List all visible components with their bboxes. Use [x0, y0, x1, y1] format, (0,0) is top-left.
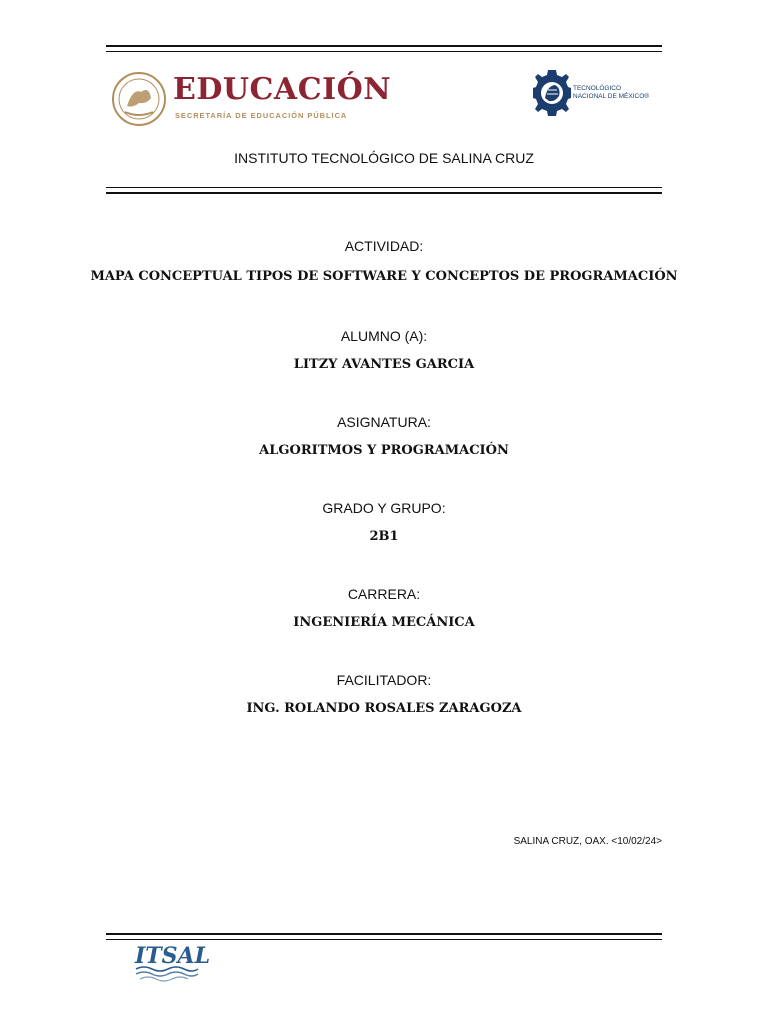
sep-logo-subtitle: SECRETARÍA DE EDUCACIÓN PÚBLICA [175, 111, 348, 120]
tecnm-logo-line2: NACIONAL DE MÉXICO® [573, 93, 650, 100]
field-label-asignatura: ASIGNATURA: [337, 414, 431, 430]
field-value-actividad: MAPA CONCEPTUAL TIPOS DE SOFTWARE Y CONCEPTOS DE PROGRAMACIÓN [90, 269, 678, 284]
sep-logo [111, 70, 392, 130]
top-rule [106, 45, 662, 47]
tecnm-logo-line1: TECNOLÓGICO [573, 85, 622, 92]
field-value-alumno: LITZY AVANTES GARCIA [293, 357, 475, 372]
field-value-asignatura: ALGORITMOS Y PROGRAMACIÓN [259, 443, 509, 458]
field-value-grado-grupo: 2B1 [369, 529, 399, 544]
mexico-seal-icon [111, 70, 167, 128]
tecnm-logo-text [573, 85, 649, 101]
tecnm-gear-icon [533, 68, 571, 120]
itsal-logo-text: ITSAL [135, 943, 211, 969]
field-value-facilitador: ING. ROLANDO ROSALES ZARAGOZA [246, 701, 522, 716]
field-value-carrera: INGENIERÍA MECÁNICA [293, 615, 475, 630]
sep-logo-title: EDUCACIÓN [173, 72, 392, 107]
field-label-alumno: ALUMNO (A): [340, 328, 428, 344]
field-label-grado-grupo: GRADO Y GRUPO: [322, 500, 446, 516]
itsal-logo-graphic [132, 938, 211, 982]
top-rule-thin [106, 51, 662, 52]
field-label-facilitador: FACILITADOR: [336, 672, 432, 688]
field-label-actividad: ACTIVIDAD: [344, 238, 424, 254]
tecnm-logo [533, 68, 658, 122]
institution-name: INSTITUTO TECNOLÓGICO DE SALINA CRUZ [234, 150, 534, 166]
itsal-logo [132, 938, 211, 982]
footer-rule [106, 933, 662, 935]
header-rule-thin [106, 187, 662, 188]
field-label-carrera: CARRERA: [347, 586, 421, 602]
place-date: SALINA CRUZ, OAX. <10/02/24> [513, 836, 662, 847]
header-rule [106, 192, 662, 194]
